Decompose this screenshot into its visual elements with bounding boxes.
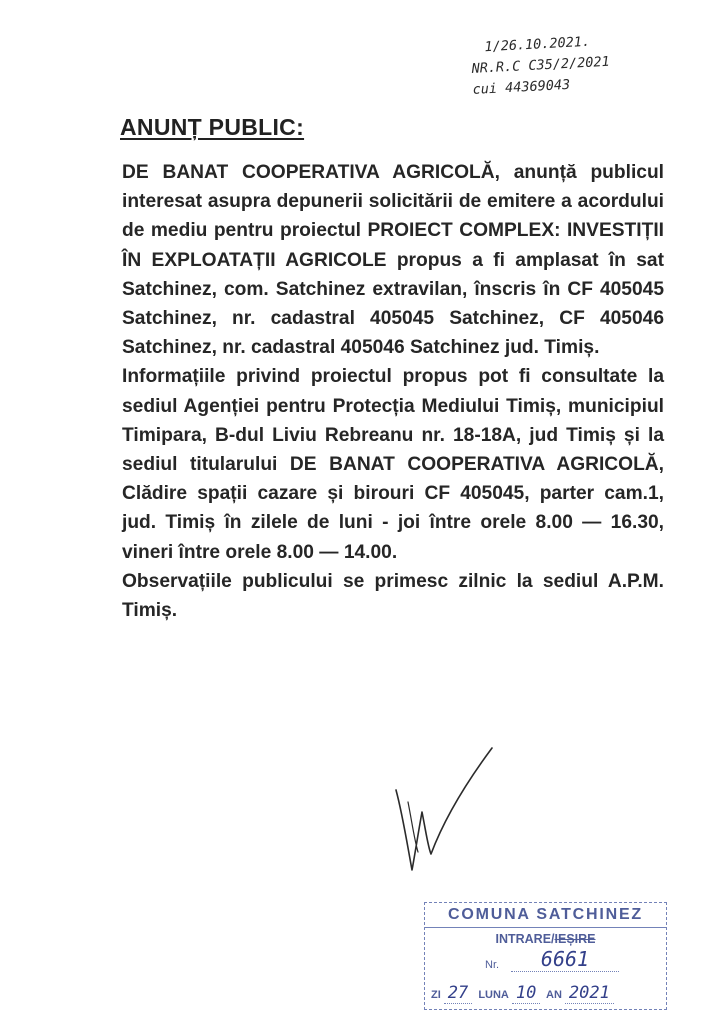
- registration-stamp: [424, 902, 667, 1010]
- stamp-day-label: ZI: [431, 989, 441, 1001]
- announcement-paragraph-consultation: Informațiile privind proiectul propus pot fi consultate la sediul Agenției pentru Protecția Mediului Timiș, municipiul Timipara, B-dul Liviu Rebreanu nr. 18-18A, jud Timiș și la sediul titularului DE BANAT COOPERATIVA AGRICOLĂ, Clădire spații cazare și birouri CF 405045, parter cam.1, jud. Timiș în zilele de luni - joi între orele 8.00 — 16.30, vineri între orele 8.00 — 14.00.: [122, 366, 664, 563]
- stamp-direction-entry: INTRARE/: [495, 932, 555, 946]
- announcement-paragraph-project: DE BANAT COOPERATIVA AGRICOLĂ, anunță publicul interesat asupra depunerii solicitării de emitere a acordului de mediu pentru proiectul PROIECT COMPLEX: INVESTIȚII ÎN EXPLOATAȚII AGRICOLE propus a fi amplasat în sat Satchinez, com. Satchinez extravilan, înscris în CF 405045 Satchinez, nr. cadastral 405045 Satchinez, CF 405046 Satchinez, nr. cadastral 405046 Satchinez jud. Timiș.: [122, 162, 664, 359]
- trade-register-number: NR.R.C C35/2/2021: [471, 53, 611, 77]
- signature-mark: [388, 742, 498, 882]
- stamp-day-value: 27: [444, 983, 472, 1004]
- stamp-month-label: LUNA: [478, 989, 509, 1001]
- announcement-paragraph-observations: Observațiile publicului se primesc zilnic la sediul A.P.M. Timiș.: [122, 570, 664, 622]
- stamp-month-value: 10: [512, 983, 540, 1004]
- stamp-date-row: [431, 983, 660, 1004]
- stamp-year-label: AN: [546, 989, 562, 1001]
- handwritten-registration-note: [470, 28, 673, 101]
- announcement-body: [122, 158, 664, 625]
- fiscal-code: cui 44369043: [472, 76, 571, 98]
- registration-date: 1/26.10.2021.: [484, 33, 591, 56]
- stamp-divider: [425, 927, 666, 928]
- stamp-direction-exit-struck: IEȘIRE: [554, 932, 596, 946]
- stamp-year-value: 2021: [565, 983, 614, 1004]
- page-title: ANUNȚ PUBLIC:: [120, 114, 305, 140]
- stamp-direction: [425, 932, 666, 946]
- stamp-number-label: Nr.: [485, 959, 500, 971]
- stamp-number-value: 6661: [511, 947, 619, 972]
- stamp-title: COMUNA SATCHINEZ: [447, 906, 643, 923]
